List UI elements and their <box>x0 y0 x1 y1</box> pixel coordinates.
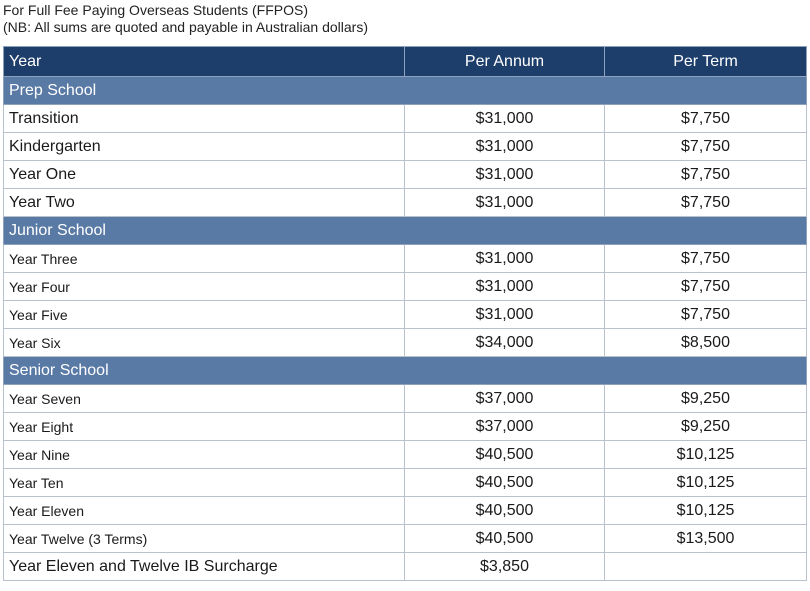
table-row <box>4 133 807 161</box>
year-cell: Year Twelve (3 Terms) <box>4 525 405 553</box>
per-term-cell: $7,750 <box>605 245 807 273</box>
per-term-cell: $8,500 <box>605 329 807 357</box>
surcharge-per-annum: $3,850 <box>405 553 605 581</box>
intro-text <box>3 2 368 36</box>
intro-line-2: (NB: All sums are quoted and payable in Australian dollars) <box>3 19 368 35</box>
per-term-cell: $9,250 <box>605 385 807 413</box>
section-title: Junior School <box>4 217 807 245</box>
per-annum-cell: $40,500 <box>405 497 605 525</box>
year-cell: Kindergarten <box>4 133 405 161</box>
per-annum-cell: $31,000 <box>405 105 605 133</box>
section-row-senior-school <box>4 357 807 385</box>
per-annum-cell: $37,000 <box>405 385 605 413</box>
table-row <box>4 273 807 301</box>
year-cell: Year Nine <box>4 441 405 469</box>
column-header-year: Year <box>4 47 405 77</box>
per-term-cell: $7,750 <box>605 105 807 133</box>
table-row <box>4 469 807 497</box>
per-annum-cell: $37,000 <box>405 413 605 441</box>
per-term-cell: $7,750 <box>605 301 807 329</box>
year-cell: Transition <box>4 105 405 133</box>
table-row <box>4 385 807 413</box>
year-cell: Year Four <box>4 273 405 301</box>
year-cell: Year Three <box>4 245 405 273</box>
per-annum-cell: $31,000 <box>405 245 605 273</box>
column-header-per-annum: Per Annum <box>405 47 605 77</box>
per-annum-cell: $40,500 <box>405 469 605 497</box>
per-annum-cell: $34,000 <box>405 329 605 357</box>
per-term-cell: $10,125 <box>605 469 807 497</box>
per-term-cell: $10,125 <box>605 497 807 525</box>
surcharge-row <box>4 553 807 581</box>
table-row <box>4 413 807 441</box>
year-cell: Year Ten <box>4 469 405 497</box>
per-annum-cell: $31,000 <box>405 133 605 161</box>
table-row <box>4 301 807 329</box>
per-term-cell: $7,750 <box>605 189 807 217</box>
table-row <box>4 441 807 469</box>
table-row <box>4 245 807 273</box>
empty-cell <box>605 553 807 581</box>
year-cell: Year Six <box>4 329 405 357</box>
column-header-per-term: Per Term <box>605 47 807 77</box>
per-term-cell: $7,750 <box>605 273 807 301</box>
year-cell: Year Five <box>4 301 405 329</box>
per-annum-cell: $31,000 <box>405 273 605 301</box>
table-row <box>4 105 807 133</box>
year-cell: Year Two <box>4 189 405 217</box>
intro-line-1: For Full Fee Paying Overseas Students (FFPOS) <box>3 2 308 18</box>
per-annum-cell: $31,000 <box>405 161 605 189</box>
per-annum-cell: $31,000 <box>405 189 605 217</box>
section-row-prep-school <box>4 77 807 105</box>
table-row <box>4 329 807 357</box>
table-row <box>4 497 807 525</box>
table-row <box>4 161 807 189</box>
year-cell: Year One <box>4 161 405 189</box>
section-title: Senior School <box>4 357 807 385</box>
fees-table <box>3 46 807 581</box>
table-header-row <box>4 47 807 77</box>
section-row-junior-school <box>4 217 807 245</box>
year-cell: Year Seven <box>4 385 405 413</box>
year-cell: Year Eleven <box>4 497 405 525</box>
per-term-cell: $10,125 <box>605 441 807 469</box>
section-title: Prep School <box>4 77 807 105</box>
per-term-cell: $13,500 <box>605 525 807 553</box>
year-cell: Year Eight <box>4 413 405 441</box>
table-row <box>4 189 807 217</box>
per-annum-cell: $40,500 <box>405 525 605 553</box>
per-term-cell: $9,250 <box>605 413 807 441</box>
per-annum-cell: $40,500 <box>405 441 605 469</box>
per-annum-cell: $31,000 <box>405 301 605 329</box>
table-row <box>4 525 807 553</box>
per-term-cell: $7,750 <box>605 133 807 161</box>
surcharge-label: Year Eleven and Twelve IB Surcharge <box>4 553 405 581</box>
per-term-cell: $7,750 <box>605 161 807 189</box>
